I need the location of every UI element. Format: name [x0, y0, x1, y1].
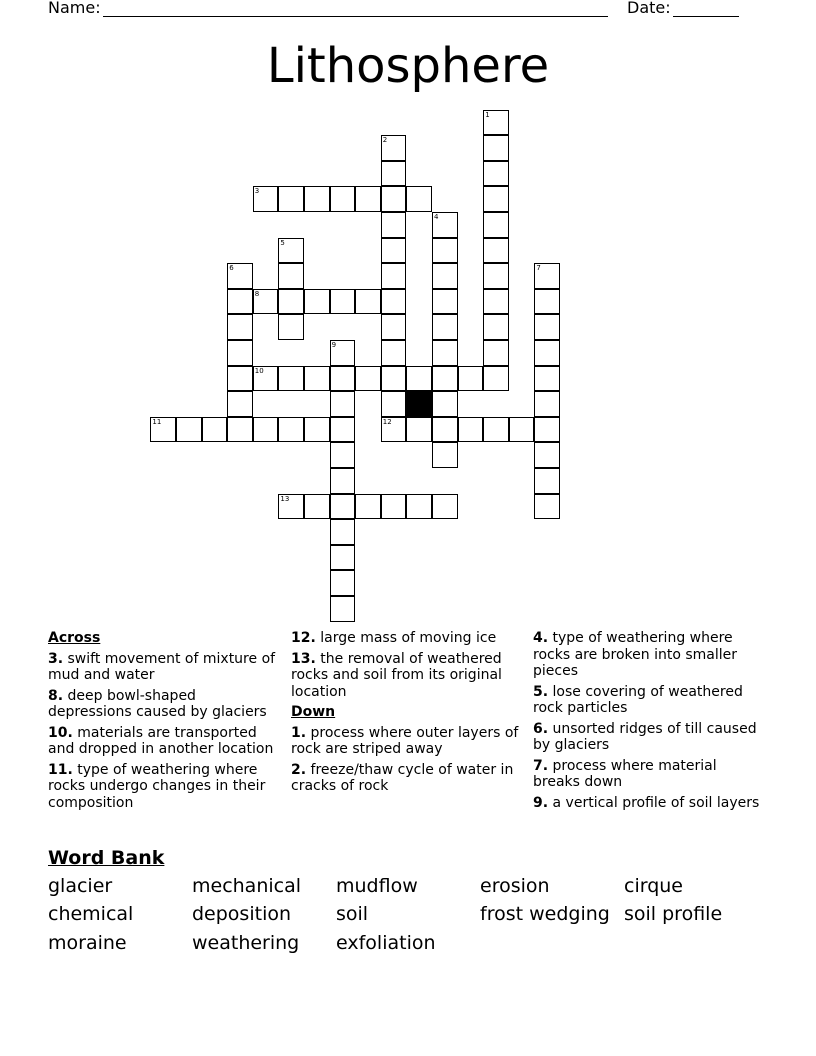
- word-bank-item: frost wedging: [480, 903, 610, 925]
- crossword-cell[interactable]: [330, 391, 356, 417]
- word-bank-item: mechanical: [192, 875, 302, 897]
- clue-number-label: 5: [280, 238, 285, 247]
- crossword-cell[interactable]: [330, 366, 356, 392]
- clue-text: process where outer layers of rock are striped away: [291, 724, 519, 757]
- clue-number: 10.: [48, 724, 73, 741]
- crossword-cell[interactable]: [278, 238, 304, 264]
- crossword-cell[interactable]: [483, 417, 509, 443]
- crossword-cell[interactable]: [534, 417, 560, 443]
- crossword-cell[interactable]: [381, 340, 407, 366]
- crossword-cell[interactable]: [483, 289, 509, 315]
- down-heading: Down: [291, 704, 336, 720]
- clue-text: materials are transported and dropped in another location: [48, 724, 274, 757]
- clue-number-label: 4: [434, 213, 439, 221]
- crossword-cell[interactable]: [483, 340, 509, 366]
- word-bank-item: mudflow: [336, 875, 418, 897]
- crossword-cell[interactable]: [227, 340, 253, 366]
- clue-number-label: 9: [331, 341, 337, 349]
- crossword-cell[interactable]: [483, 314, 509, 340]
- crossword-cell[interactable]: [304, 289, 330, 315]
- crossword-cell[interactable]: [534, 442, 560, 468]
- black-square: [406, 391, 432, 417]
- date-label: Date:: [627, 0, 671, 17]
- crossword-cell[interactable]: [381, 366, 407, 392]
- crossword-cell[interactable]: [432, 263, 458, 289]
- crossword-cell[interactable]: [150, 417, 176, 443]
- crossword-cell[interactable]: [330, 186, 356, 212]
- crossword-cell[interactable]: [432, 238, 458, 264]
- clue-number-label: 2: [382, 136, 388, 145]
- crossword-cell[interactable]: [355, 289, 381, 315]
- crossword-cell[interactable]: [330, 468, 356, 494]
- clue-down-2: [291, 762, 525, 795]
- crossword-cell[interactable]: [330, 596, 356, 622]
- clue-number: 11.: [48, 761, 73, 778]
- crossword-cell[interactable]: [355, 186, 381, 212]
- clue-text: lose covering of weathered rock particles: [533, 683, 743, 716]
- crossword-cell[interactable]: [432, 391, 458, 417]
- crossword-cell[interactable]: [381, 314, 407, 340]
- clue-number: 5.: [533, 683, 549, 700]
- crossword-cell[interactable]: [381, 263, 407, 289]
- crossword-cell[interactable]: [432, 417, 458, 443]
- crossword-cell[interactable]: [483, 366, 509, 392]
- clue-number-label: 7: [536, 264, 541, 273]
- crossword-cell[interactable]: [432, 289, 458, 315]
- across-heading: Across: [48, 630, 101, 646]
- crossword-cell[interactable]: [330, 519, 356, 545]
- clue-down-7: [533, 758, 765, 791]
- clue-text: unsorted ridges of till caused by glaciers: [533, 720, 757, 753]
- clue-number-label: 11: [152, 417, 162, 426]
- name-label: Name:: [48, 0, 101, 17]
- crossword-cell[interactable]: [534, 289, 560, 315]
- clue-down-9: [533, 795, 765, 812]
- crossword-cell[interactable]: [278, 494, 304, 520]
- crossword-cell[interactable]: [278, 417, 304, 443]
- clue-down-6: [533, 721, 765, 754]
- clue-number: 9.: [533, 794, 549, 811]
- clue-number-label: 10: [254, 366, 264, 375]
- crossword-cell[interactable]: [406, 366, 432, 392]
- crossword-cell[interactable]: [483, 110, 509, 136]
- clue-across-10: [48, 725, 280, 758]
- clue-text: type of weathering where rocks are broken into smaller pieces: [533, 630, 738, 679]
- clue-text: a vertical profile of soil layers: [552, 794, 760, 811]
- clue-across-12: [291, 630, 525, 647]
- crossword-cell[interactable]: [483, 212, 509, 238]
- crossword-cell[interactable]: [330, 417, 356, 443]
- crossword-cell[interactable]: [176, 417, 202, 443]
- crossword-cell[interactable]: [381, 289, 407, 315]
- crossword-cell[interactable]: [227, 289, 253, 315]
- crossword-cell[interactable]: [330, 289, 356, 315]
- clue-number: 2.: [291, 761, 307, 778]
- crossword-cell[interactable]: [330, 442, 356, 468]
- crossword-cell[interactable]: [304, 186, 330, 212]
- crossword-cell[interactable]: [278, 186, 304, 212]
- crossword-cell[interactable]: [304, 417, 330, 443]
- word-bank-item: deposition: [192, 903, 292, 925]
- crossword-cell[interactable]: [458, 417, 484, 443]
- crossword-cell[interactable]: [330, 570, 356, 596]
- clue-number: 13.: [291, 650, 316, 667]
- clue-text: the removal of weathered rocks and soil from its original location: [291, 650, 502, 700]
- crossword-cell[interactable]: [483, 161, 509, 187]
- crossword-cell[interactable]: [227, 417, 253, 443]
- clue-down-1: [291, 725, 525, 758]
- crossword-cell[interactable]: [227, 263, 253, 289]
- crossword-cell[interactable]: [381, 417, 407, 443]
- crossword-cell[interactable]: [330, 494, 356, 520]
- crossword-cell[interactable]: [534, 468, 560, 494]
- crossword-cell[interactable]: [534, 314, 560, 340]
- crossword-cell[interactable]: [227, 391, 253, 417]
- clue-number: 6.: [533, 720, 549, 737]
- word-bank-item: weathering: [192, 932, 300, 954]
- clue-number: 7.: [533, 757, 549, 774]
- crossword-cell[interactable]: [534, 391, 560, 417]
- clue-text: type of weathering where rocks undergo changes in their composition: [48, 761, 266, 811]
- crossword-cell[interactable]: [483, 263, 509, 289]
- crossword-cell[interactable]: [483, 135, 509, 161]
- word-bank-item: chemical: [48, 903, 134, 925]
- crossword-cell[interactable]: [253, 366, 279, 392]
- crossword-cell[interactable]: [406, 494, 432, 520]
- page-title: Lithosphere: [266, 38, 550, 94]
- clue-number: 8.: [48, 687, 64, 704]
- crossword-cell[interactable]: [278, 366, 304, 392]
- clue-text: swift movement of mixture of mud and water: [48, 650, 276, 683]
- clue-text: freeze/thaw cycle of water in cracks of rock: [291, 761, 514, 794]
- crossword-cell[interactable]: [432, 212, 458, 238]
- crossword-cell[interactable]: [381, 391, 407, 417]
- crossword-cell[interactable]: [253, 289, 279, 315]
- crossword-cell[interactable]: [483, 186, 509, 212]
- crossword-cell[interactable]: [432, 494, 458, 520]
- clue-number-label: 1: [485, 110, 490, 119]
- word-bank-item: soil profile: [624, 903, 723, 925]
- crossword-cell[interactable]: [253, 417, 279, 443]
- word-bank-item: soil: [336, 903, 369, 925]
- clue-text: large mass of moving ice: [320, 630, 497, 646]
- crossword-cell[interactable]: [381, 186, 407, 212]
- clue-number-label: 13: [280, 494, 290, 503]
- clue-text: deep bowl-shaped depressions caused by glaciers: [48, 687, 267, 720]
- crossword-cell[interactable]: [432, 340, 458, 366]
- clue-down-5: [533, 684, 765, 717]
- crossword-cell[interactable]: [355, 494, 381, 520]
- crossword-cell[interactable]: [227, 366, 253, 392]
- crossword-cell[interactable]: [432, 366, 458, 392]
- clue-across-8: [48, 688, 280, 721]
- crossword-cell[interactable]: [534, 340, 560, 366]
- clue-number: 3.: [48, 650, 64, 667]
- crossword-cell[interactable]: [381, 494, 407, 520]
- crossword-cell[interactable]: [227, 314, 253, 340]
- clue-number: 12.: [291, 630, 316, 646]
- crossword-cell[interactable]: [432, 442, 458, 468]
- crossword-cell[interactable]: [458, 366, 484, 392]
- clue-number-label: 8: [254, 289, 260, 298]
- crossword-cell[interactable]: [534, 366, 560, 392]
- clue-across-11: [48, 762, 280, 812]
- crossword-cell[interactable]: [534, 494, 560, 520]
- clue-number-label: 3: [254, 187, 260, 196]
- crossword-cell[interactable]: [432, 314, 458, 340]
- crossword-cell[interactable]: [406, 186, 432, 212]
- clue-number-label: 6: [229, 264, 234, 273]
- clue-column-3: [533, 630, 765, 815]
- crossword-cell[interactable]: [406, 417, 432, 443]
- crossword-cell[interactable]: [278, 263, 304, 289]
- crossword-cell[interactable]: [483, 238, 509, 264]
- clue-number: 4.: [533, 630, 549, 646]
- crossword-cell[interactable]: [355, 366, 381, 392]
- crossword-cell[interactable]: [330, 545, 356, 571]
- crossword-cell[interactable]: [381, 135, 407, 161]
- clue-number-label: 12: [382, 417, 392, 426]
- crossword-cell[interactable]: [304, 494, 330, 520]
- crossword-cell[interactable]: [304, 366, 330, 392]
- word-bank-item: cirque: [624, 875, 683, 897]
- clue-down-4: [533, 630, 765, 680]
- clue-text: process where material breaks down: [533, 757, 717, 790]
- crossword-cell[interactable]: [509, 417, 535, 443]
- crossword-cell[interactable]: [381, 212, 407, 238]
- crossword-cell[interactable]: [278, 314, 304, 340]
- crossword-cell[interactable]: [381, 161, 407, 187]
- clue-number: 1.: [291, 724, 307, 741]
- clue-across-13: [291, 651, 525, 701]
- crossword-cell[interactable]: [330, 340, 356, 366]
- crossword-cell[interactable]: [534, 263, 560, 289]
- word-bank-item: erosion: [480, 875, 550, 897]
- clue-column-1: [48, 630, 280, 815]
- crossword-cell[interactable]: [278, 289, 304, 315]
- word-bank-item: moraine: [48, 932, 127, 954]
- word-bank-item: glacier: [48, 875, 113, 897]
- clue-column-2: [291, 630, 525, 799]
- clue-across-3: [48, 651, 280, 684]
- crossword-cell[interactable]: [202, 417, 228, 443]
- crossword-cell[interactable]: [253, 186, 279, 212]
- word-bank-title: Word Bank: [48, 847, 165, 869]
- crossword-cell[interactable]: [381, 238, 407, 264]
- word-bank-item: exfoliation: [336, 932, 436, 954]
